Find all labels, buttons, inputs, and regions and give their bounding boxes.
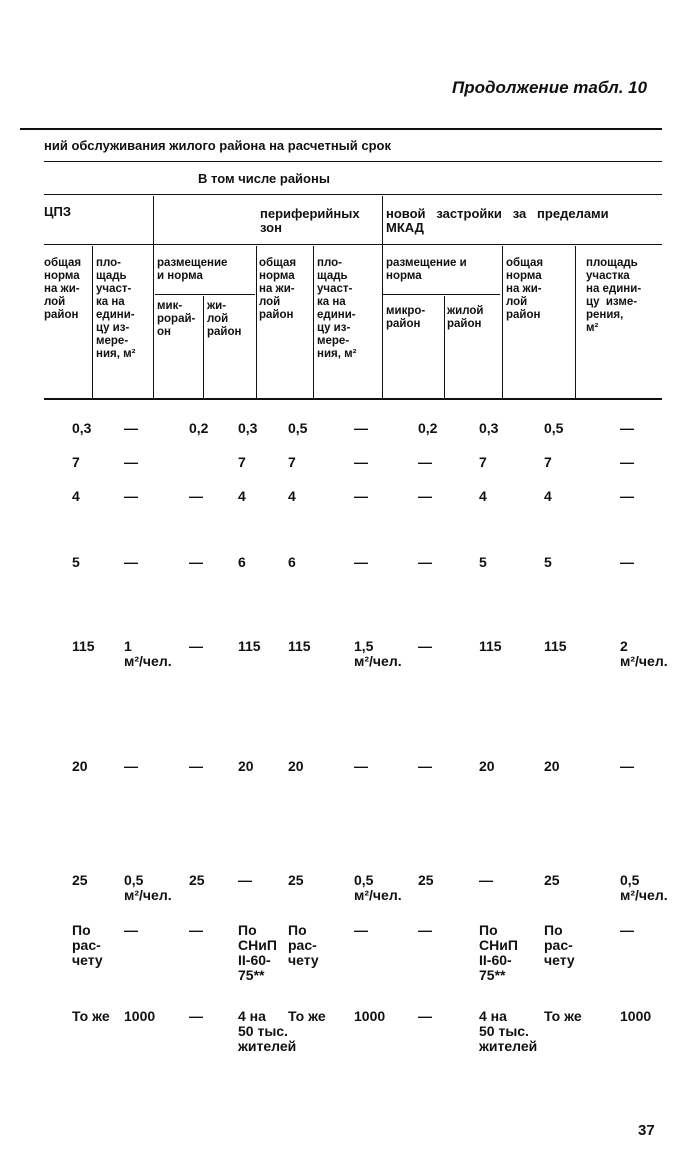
table-cell: 0,5 м²/чел. [124, 872, 172, 903]
table-caption: ний обслуживания жилого района на расчетный срок [44, 138, 391, 153]
table-cell: — [189, 1008, 203, 1024]
table-cell: 4 на 50 тыс. жителей [238, 1008, 297, 1054]
table-cell: — [354, 454, 368, 470]
column-header: жилой район [447, 305, 484, 330]
column-header: микро- район [386, 305, 426, 330]
table-cell: — [189, 758, 203, 774]
table-cell: — [124, 554, 138, 570]
col-divider [203, 296, 204, 399]
table-cell: — [418, 638, 432, 654]
table-cell: 5 [72, 554, 80, 570]
table-cell: То же [72, 1008, 110, 1024]
table-cell: 0,5 м²/чел. [354, 872, 402, 903]
table-cell: 115 [288, 638, 311, 654]
rule-header-bottom [44, 398, 662, 400]
column-header: жи- лой район [207, 300, 242, 338]
col-divider [502, 246, 503, 399]
table-cell: 6 [238, 554, 246, 570]
table-cell: 1000 [124, 1008, 156, 1024]
table-cell: 0,5 м²/чел. [620, 872, 668, 903]
table-cell: 7 [238, 454, 246, 470]
rule [383, 294, 500, 295]
table-cell: — [124, 922, 138, 938]
table-cell: — [418, 454, 432, 470]
table-cell: — [620, 758, 634, 774]
table-cell: 7 [288, 454, 296, 470]
column-header: общая норма на жи- лой район [259, 257, 297, 321]
page-title: Продолжение табл. 10 [452, 78, 648, 97]
table-cell: — [354, 922, 368, 938]
table-cell: То же [544, 1008, 582, 1024]
col-divider [313, 246, 314, 399]
table-cell: 20 [72, 758, 88, 774]
table-cell: 1000 [354, 1008, 386, 1024]
table-cell: 4 [288, 488, 296, 504]
table-cell: — [124, 454, 138, 470]
column-header: площадь участка на едини- цу изме- рения, м² [586, 257, 642, 334]
table-cell: — [124, 488, 138, 504]
table-cell: По рас- чету [288, 922, 319, 968]
table-cell: 0,5 [288, 420, 308, 436]
table-cell: — [354, 488, 368, 504]
rule [155, 294, 255, 295]
column-header: размещение и норма [157, 257, 228, 282]
table-cell: 20 [288, 758, 304, 774]
table-cell: — [238, 872, 252, 888]
column-header: размещение и норма [386, 257, 467, 282]
table-cell: 1000 [620, 1008, 652, 1024]
table-cell: 0,3 [72, 420, 92, 436]
table-cell: — [620, 922, 634, 938]
table-cell: 7 [479, 454, 487, 470]
table-cell: 4 [479, 488, 487, 504]
table-cell: 4 [72, 488, 80, 504]
table-cell: По СНиП II-60- 75** [238, 922, 277, 983]
table-cell: 4 [238, 488, 246, 504]
table-cell: — [354, 554, 368, 570]
page-number: 37 [638, 1122, 655, 1139]
table-cell: — [620, 488, 634, 504]
table-cell: 115 [238, 638, 261, 654]
table-cell: 5 [544, 554, 552, 570]
table-subtitle: В том числе районы [198, 171, 330, 186]
table-cell: — [418, 922, 432, 938]
table-cell: 6 [288, 554, 296, 570]
table-cell: — [354, 758, 368, 774]
table-cell: 25 [72, 872, 88, 888]
table-cell: — [354, 420, 368, 436]
table-cell: 7 [72, 454, 80, 470]
table-cell: 2 м²/чел. [620, 638, 668, 669]
table-cell: — [620, 420, 634, 436]
table-cell: — [189, 488, 203, 504]
rule [44, 161, 662, 162]
col-divider [153, 196, 154, 399]
col-divider [444, 296, 445, 399]
table-cell: — [418, 554, 432, 570]
table-cell: 7 [544, 454, 552, 470]
group-header-cpz: ЦПЗ [44, 204, 71, 219]
table-cell: То же [288, 1008, 326, 1024]
col-divider [256, 246, 257, 399]
table-cell: 0,3 [479, 420, 499, 436]
table-cell: — [418, 488, 432, 504]
table-cell: 25 [544, 872, 560, 888]
table-cell: 4 [544, 488, 552, 504]
table-cell: 0,3 [238, 420, 258, 436]
table-cell: 0,5 [544, 420, 564, 436]
table-cell: 20 [479, 758, 495, 774]
table-cell: — [418, 758, 432, 774]
table-cell: 25 [418, 872, 434, 888]
table-cell: — [124, 420, 138, 436]
column-header: мик- рорай- он [157, 300, 196, 338]
table-cell: — [124, 758, 138, 774]
table-cell: — [479, 872, 493, 888]
col-divider [92, 246, 93, 399]
table-cell: 1,5 м²/чел. [354, 638, 402, 669]
rule-top [20, 128, 662, 130]
table-cell: По рас- чету [72, 922, 103, 968]
rule [44, 244, 662, 245]
group-header-new-build: новой застройки за пределами МКАД [386, 206, 609, 235]
table-cell: 115 [479, 638, 502, 654]
column-header: пло- щадь участ- ка на едини- цу из- мере- ния, м² [96, 257, 136, 360]
table-cell: — [189, 638, 203, 654]
table-cell: По рас- чету [544, 922, 575, 968]
table-cell: 4 на 50 тыс. жителей [479, 1008, 538, 1054]
table-cell: 5 [479, 554, 487, 570]
rule [44, 194, 662, 195]
table-cell: 115 [544, 638, 567, 654]
table-cell: 115 [72, 638, 95, 654]
table-cell: — [620, 554, 634, 570]
table-cell: 25 [288, 872, 304, 888]
column-header: пло- щадь участ- ка на едини- цу из- мере- ния, м² [317, 257, 357, 360]
col-divider [382, 196, 383, 399]
table-cell: 0,2 [189, 420, 209, 436]
table-cell: По СНиП II-60- 75** [479, 922, 518, 983]
column-header: общая норма на жи- лой район [506, 257, 544, 321]
table-cell: — [418, 1008, 432, 1024]
table-cell: 20 [238, 758, 254, 774]
group-header-peripheral: периферийных зон [260, 206, 360, 235]
table-cell: — [189, 922, 203, 938]
table-cell: 1 м²/чел. [124, 638, 172, 669]
col-divider [575, 246, 576, 399]
table-cell: 0,2 [418, 420, 438, 436]
table-cell: 25 [189, 872, 205, 888]
column-header: общая норма на жи- лой район [44, 257, 82, 321]
table-cell: — [189, 554, 203, 570]
table-cell: 20 [544, 758, 560, 774]
table-cell: — [620, 454, 634, 470]
